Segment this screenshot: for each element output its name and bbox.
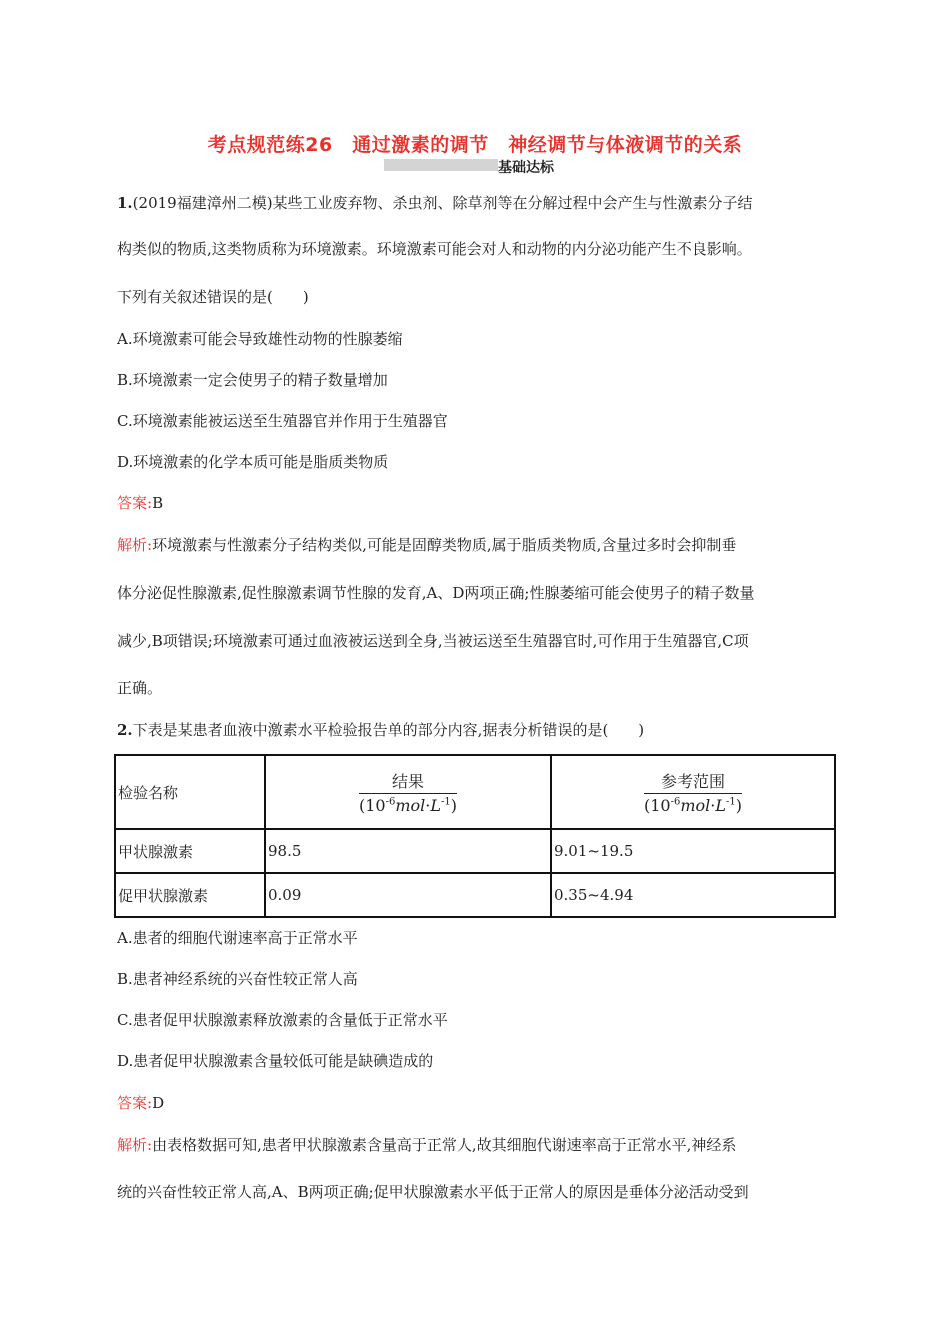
row2-range: 0.35~4.94 bbox=[551, 873, 835, 917]
table-header-row bbox=[115, 755, 835, 829]
table-row bbox=[115, 873, 835, 917]
q2-answer: 答案:D bbox=[117, 1094, 165, 1112]
q1-stem-line-1: 1.(2019福建漳州二模)某些工业废弃物、杀虫剂、除草剂等在分解过程中会产生与性激素分子结 bbox=[117, 194, 753, 212]
q2-option-a: A.患者的细胞代谢速率高于正常水平 bbox=[117, 929, 358, 947]
row2-name: 促甲状腺激素 bbox=[115, 873, 265, 917]
header-range: $\frac{\text{参考范围}}{(10^{-6}mol\cdot L^{-1})}$ bbox=[551, 755, 835, 829]
q1-analysis-line-1: 解析:环境激素与性激素分子结构类似,可能是固醇类物质,属于脂质类物质,含量过多时会抑制垂 bbox=[117, 536, 737, 554]
row1-name: 甲状腺激素 bbox=[115, 829, 265, 873]
q1-option-b: B.环境激素一定会使男子的精子数量增加 bbox=[117, 371, 388, 389]
q1-option-a: A.环境激素可能会导致雄性动物的性腺萎缩 bbox=[117, 330, 403, 348]
q1-analysis-line-3: 减少,B项错误;环境激素可通过血液被运送到全身,当被运送至生殖器官时,可作用于生殖器官,C项 bbox=[117, 632, 749, 650]
q1-option-d: D.环境激素的化学本质可能是脂质类物质 bbox=[117, 453, 389, 471]
report-table bbox=[114, 754, 836, 918]
section-label: 基础达标 bbox=[498, 160, 554, 176]
q2-option-b: B.患者神经系统的兴奋性较正常人高 bbox=[117, 970, 358, 988]
unit-result: $(10^{-6}mol\cdot L^{-1})$ bbox=[359, 796, 457, 815]
row1-result: 98.5 bbox=[265, 829, 551, 873]
section-bar bbox=[384, 159, 498, 171]
q1-stem-line-3: 下列有关叙述错误的是( ) bbox=[117, 288, 309, 306]
q2-stem: 2.下表是某患者血液中激素水平检验报告单的部分内容,据表分析错误的是( ) bbox=[117, 721, 645, 739]
q1-number: 1. bbox=[117, 194, 133, 212]
q1-answer: 答案:B bbox=[117, 494, 164, 512]
q2-number: 2. bbox=[117, 721, 133, 739]
row2-result: 0.09 bbox=[265, 873, 551, 917]
row1-range: 9.01~19.5 bbox=[551, 829, 835, 873]
header-result: $\frac{\text{结果}}{(10^{-6}mol\cdot L^{-1})}$ bbox=[265, 755, 551, 829]
unit-range: $(10^{-6}mol\cdot L^{-1})$ bbox=[644, 796, 742, 815]
q2-option-c: C.患者促甲状腺激素释放激素的含量低于正常水平 bbox=[117, 1011, 448, 1029]
q1-analysis-line-2: 体分泌促性腺激素,促性腺激素调节性腺的发育,A、D两项正确;性腺萎缩可能会使男子的精子数量 bbox=[117, 584, 755, 602]
q2-option-d: D.患者促甲状腺激素含量较低可能是缺碘造成的 bbox=[117, 1052, 434, 1070]
page-title: 考点规范练26 通过激素的调节 神经调节与体液调节的关系 bbox=[207, 134, 743, 156]
header-name: 检验名称 bbox=[115, 755, 265, 829]
table-row bbox=[115, 829, 835, 873]
q1-analysis-line-4: 正确。 bbox=[117, 679, 163, 697]
q1-stem-line-2: 构类似的物质,这类物质称为环境激素。环境激素可能会对人和动物的内分泌功能产生不良影响。 bbox=[117, 240, 752, 258]
q2-analysis-line-1: 解析:由表格数据可知,患者甲状腺激素含量高于正常人,故其细胞代谢速率高于正常水平,神经系 bbox=[117, 1136, 737, 1154]
q2-analysis-line-2: 统的兴奋性较正常人高,A、B两项正确;促甲状腺激素水平低于正常人的原因是垂体分泌活动受到 bbox=[117, 1183, 749, 1201]
q1-option-c: C.环境激素能被运送至生殖器官并作用于生殖器官 bbox=[117, 412, 448, 430]
